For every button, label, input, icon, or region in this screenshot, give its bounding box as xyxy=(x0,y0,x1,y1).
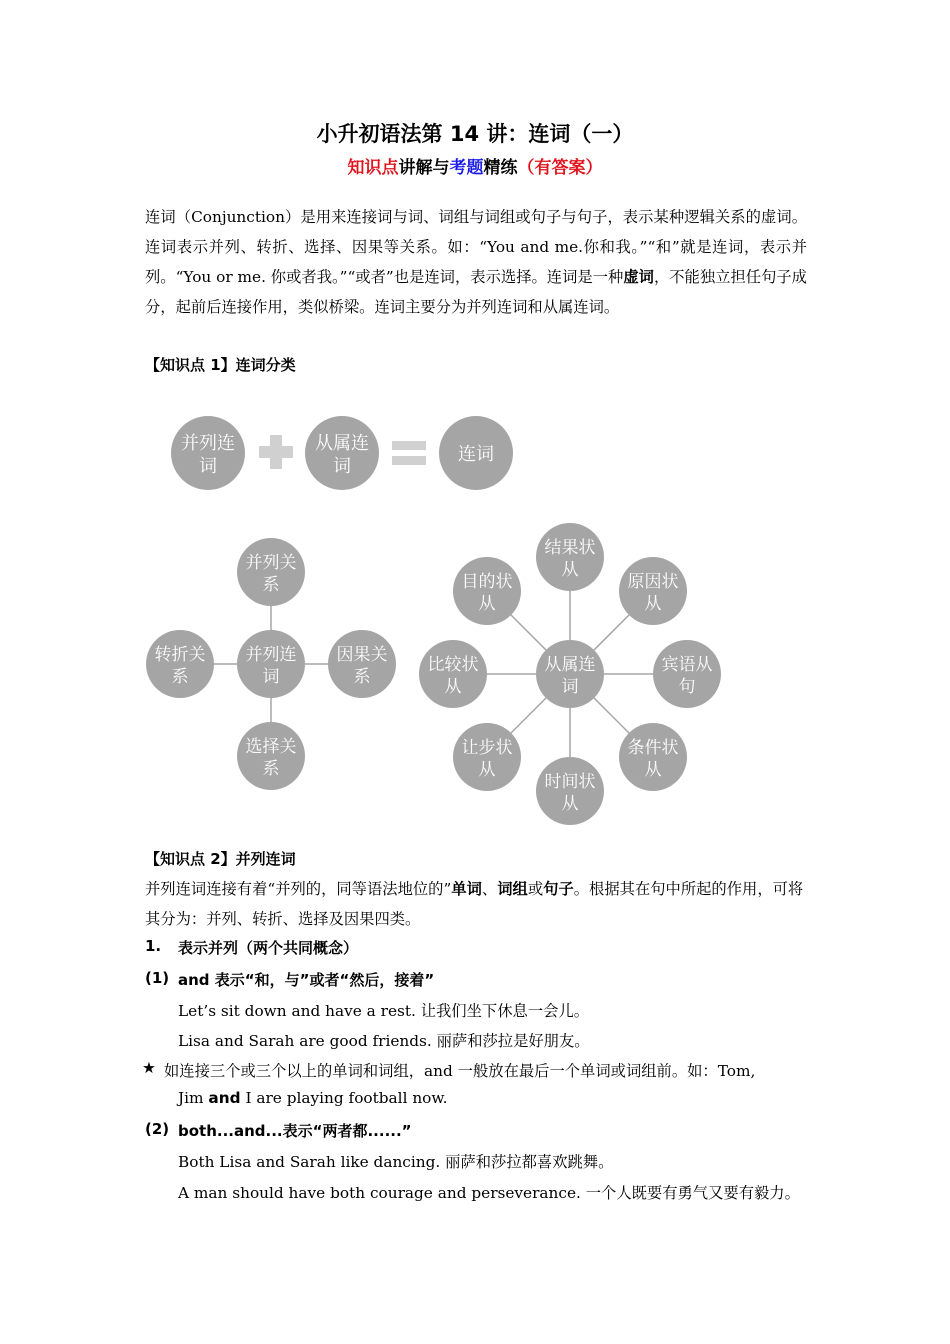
node-object-label-2: 句 xyxy=(678,677,696,697)
node-object-label-1: 宾语从 xyxy=(661,655,713,675)
node-result-label-1: 结果状 xyxy=(544,538,596,558)
note-line2b: and xyxy=(208,1089,241,1107)
node-center-label-1: 并列连 xyxy=(245,645,297,665)
section2-sep2: 或 xyxy=(527,880,544,898)
section2-text1: 并列连词连接有着“并列的，同等语法地位的” xyxy=(145,880,452,898)
intro-bold: 虚词 xyxy=(623,268,654,286)
section2-text2: 。根据其在句中所起的作用，可将其分为：并列、转折、选择及因果四类。 xyxy=(145,880,804,928)
node-purpose-label-2: 从 xyxy=(478,594,496,614)
note-line2 xyxy=(178,1089,448,1107)
sub1-example-2: Lisa and Sarah are good friends. 丽萨和莎拉是好朋友。 xyxy=(178,1032,590,1050)
node-result-label-2: 从 xyxy=(561,560,579,580)
node-contrast-label-2: 系 xyxy=(171,667,189,687)
node-choice-label-2: 系 xyxy=(262,759,280,779)
intro-text1: 连词（Conjunction）是用来连接词与词、词组与词组或句子与句子，表示某种逻辑关系的虚词。连词表示并列、转折、选择、因果等关系。如：“You and me.你和我。”“和”就是连词，表示并列。“You or me. 你或者我。”“或者”也是连词，表示选择。连词是一种 xyxy=(145,208,807,286)
node-contrast-label-1: 转折关 xyxy=(154,645,206,665)
item1-text: 表示并列（两个共同概念） xyxy=(178,939,359,957)
diagram-top xyxy=(171,416,513,490)
intro-text2: ，不能独立担任句子成分，起前后连接作用，类似桥梁。连词主要分为并列连词和从属连词。 xyxy=(145,268,807,316)
node-reason-label-1: 原因状 xyxy=(627,572,679,592)
node-time-label-1: 时间状 xyxy=(544,772,596,792)
note-text: 如连接三个或三个以上的单词和词组，and 一般放在最后一个单词或词组前。如：Tom, xyxy=(164,1062,756,1080)
diagram-left xyxy=(146,538,396,790)
plus-icon xyxy=(259,435,293,469)
node-sub-center-label-2: 词 xyxy=(561,677,579,697)
page-title: 小升初语法第 14 讲：连词（一） xyxy=(316,122,634,146)
node-sub-center-label-1: 从属连 xyxy=(544,655,596,675)
section2-word-word: 单词 xyxy=(451,880,482,898)
section2-word-sentence: 句子 xyxy=(543,880,574,898)
node-choice-label-1: 选择关 xyxy=(245,737,297,757)
note-line2c: I are playing football now. xyxy=(240,1089,448,1107)
diagram-right xyxy=(419,523,721,825)
subtitle-part5: （有答案） xyxy=(517,158,603,178)
node-comparison-label-2: 从 xyxy=(444,677,462,697)
sub1-number: (1) xyxy=(145,969,170,987)
subtitle-part4: 精练 xyxy=(483,158,518,178)
node-reason-label-2: 从 xyxy=(644,594,662,614)
node-center-label-2: 词 xyxy=(262,667,280,687)
node-comparison-label-1: 比较状 xyxy=(427,655,479,675)
sub2-text: both...and...表示“两者都......” xyxy=(178,1122,412,1140)
sub2-example-1: Both Lisa and Sarah like dancing. 丽萨和莎拉都喜欢跳舞。 xyxy=(178,1153,614,1171)
label-conjunction: 连词 xyxy=(458,444,494,465)
note-line2a: Jim xyxy=(178,1089,209,1107)
node-concession-label-1: 让步状 xyxy=(461,738,513,758)
node-concession-label-2: 从 xyxy=(478,760,496,780)
section2-paragraph xyxy=(145,874,807,934)
section2-word-phrase: 词组 xyxy=(497,880,528,898)
sub1-text: and 表示“和，与”或者“然后，接着” xyxy=(178,971,435,989)
node-time-label-2: 从 xyxy=(561,794,579,814)
label-coordinating-1: 并列连 xyxy=(181,433,235,454)
equals-icon xyxy=(392,441,426,465)
node-condition-label-1: 条件状 xyxy=(627,738,679,758)
node-parallel-label-2: 系 xyxy=(262,575,280,595)
label-subordinating-2: 词 xyxy=(333,456,351,477)
sub2-example-2: A man should have both courage and perseverance. 一个人既要有勇气又要有毅力。 xyxy=(178,1184,800,1202)
node-cause-label-1: 因果关 xyxy=(336,645,388,665)
label-subordinating-1: 从属连 xyxy=(315,433,369,454)
sub2-number: (2) xyxy=(145,1120,170,1138)
subtitle-part2: 讲解与 xyxy=(398,158,450,178)
item1-number: 1. xyxy=(145,937,162,955)
subtitle-part3: 考题 xyxy=(449,158,484,178)
subtitle-part1: 知识点 xyxy=(347,158,399,178)
section2-heading: 【知识点 2】并列连词 xyxy=(145,850,296,868)
section2-sep1: 、 xyxy=(481,880,498,898)
label-coordinating-2: 词 xyxy=(199,456,217,477)
sub1-example-1: Let’s sit down and have a rest. 让我们坐下休息一会儿。 xyxy=(178,1002,589,1020)
node-parallel-label-1: 并列关 xyxy=(245,553,297,573)
star-icon: ★ xyxy=(142,1059,156,1077)
node-purpose-label-1: 目的状 xyxy=(461,572,513,592)
section1-heading: 【知识点 1】连词分类 xyxy=(145,356,296,374)
node-cause-label-2: 系 xyxy=(353,667,371,687)
node-condition-label-2: 从 xyxy=(644,760,662,780)
